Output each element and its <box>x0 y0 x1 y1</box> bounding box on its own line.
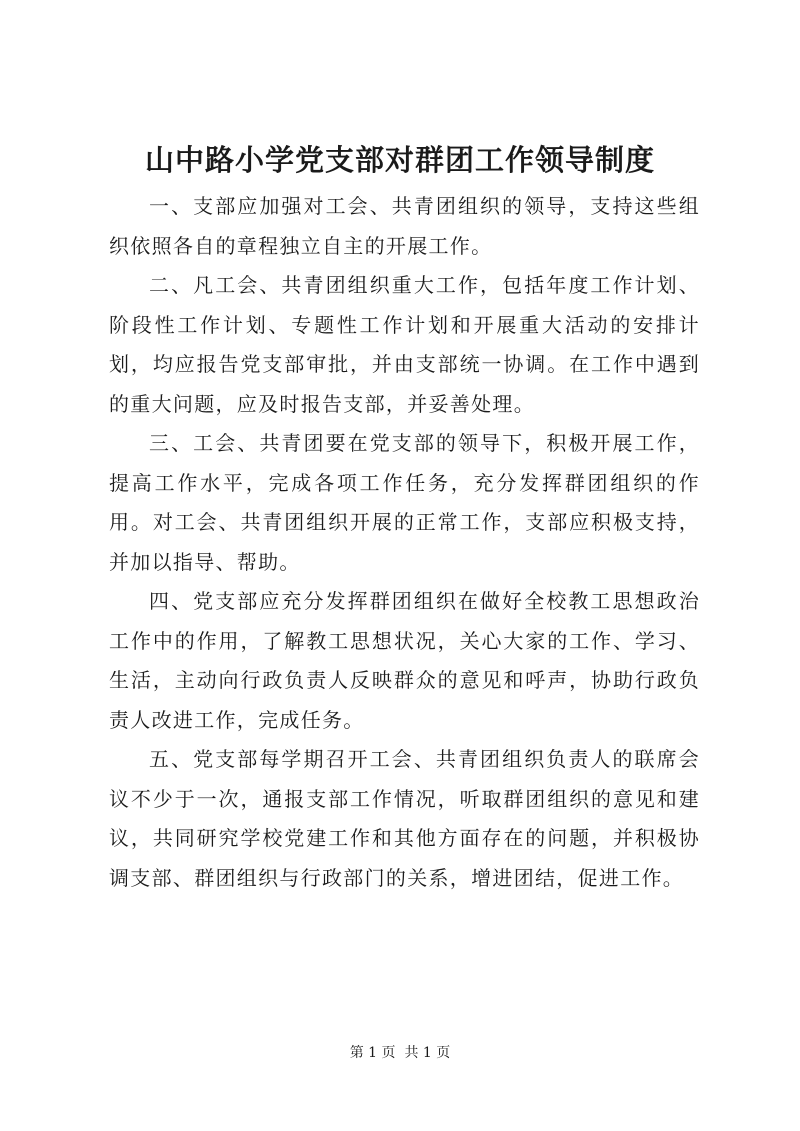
document-title: 山中路小学党支部对群团工作领导制度 <box>144 143 655 177</box>
paragraph-3: 三、工会、共青团要在党支部的领导下，积极开展工作，提高工作水平，完成各项工作任务，充分发挥群团组织的作用。对工会、共青团组织开展的正常工作，支部应积极支持，并加以指导、帮助。 <box>109 431 700 574</box>
paragraph-1: 一、支部应加强对工会、共青团组织的领导，支持这些组织依照各自的章程独立自主的开展工作。 <box>109 194 700 258</box>
page-footer <box>0 1043 800 1063</box>
paragraph-4: 四、党支部应充分发挥群团组织在做好全校教工思想政治工作中的作用，了解教工思想状况，关心大家的工作、学习、生活，主动向行政负责人反映群众的意见和呼声，协助行政负责人改进工作，完成任务。 <box>109 589 700 732</box>
paragraph-2: 二、凡工会、共青团组织重大工作，包括年度工作计划、阶段性工作计划、专题性工作计划和开展重大活动的安排计划，均应报告党支部审批，并由支部统一协调。在工作中遇到的重大问题，应及时报告支部，并妥善处理。 <box>109 273 700 416</box>
page-number: 第 1 页 共 1 页 <box>349 1045 451 1061</box>
document-body <box>109 187 700 898</box>
paragraph-5: 五、党支部每学期召开工会、共青团组织负责人的联席会议不少于一次，通报支部工作情况，听取群团组织的意见和建议，共同研究学校党建工作和其他方面存在的问题，并积极协调支部、群团组织与行政部门的关系，增进团结，促进工作。 <box>109 747 700 890</box>
